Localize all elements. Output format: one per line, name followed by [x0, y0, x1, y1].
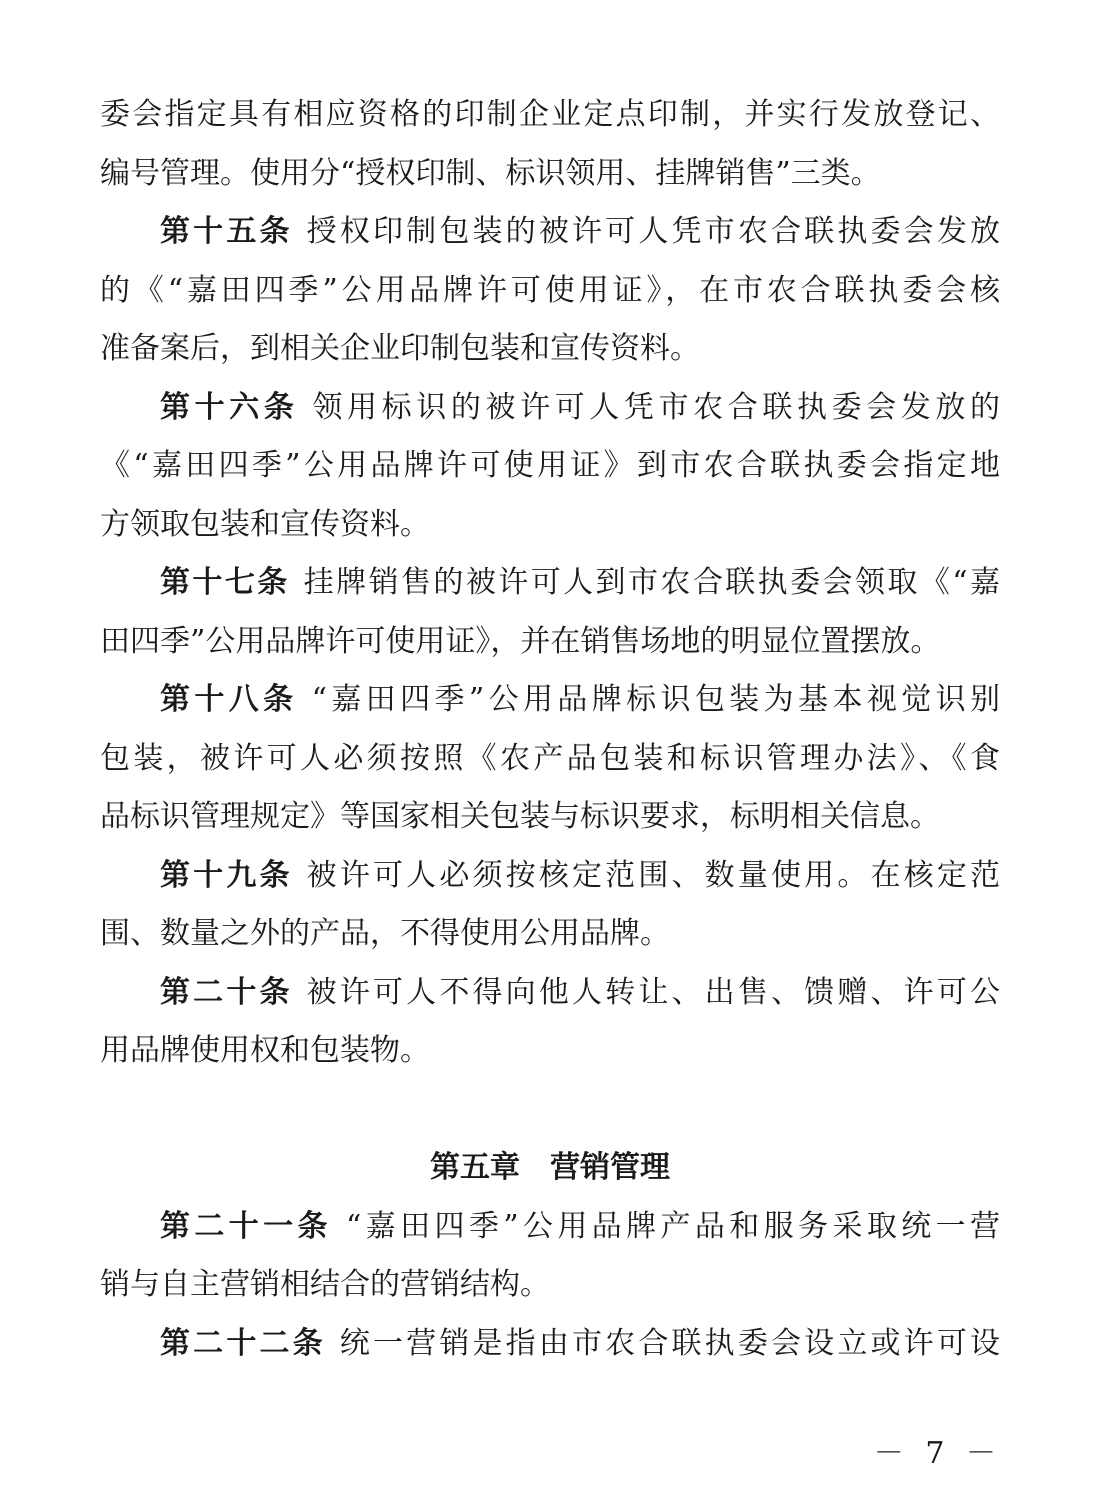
article-15 — [100, 203, 1000, 379]
article-number: 第十八条 — [160, 682, 298, 717]
article-text: “嘉田四季”公用品牌产品和服务采取统一营 — [345, 1208, 1000, 1244]
text-line: 准备案后，到相关企业印制包装和宣传资料。 — [100, 331, 700, 366]
text-line: 《“嘉田四季”公用品牌许可使用证》到市农合联执委会指定地 — [100, 448, 1000, 483]
text-line: 包装，被许可人必须按照《农产品包装和标识管理办法》、《食 — [100, 740, 1000, 776]
article-number: 第二十条 — [160, 974, 293, 1010]
paragraph-continuation — [100, 86, 1000, 203]
article-text: “嘉田四季”公用品牌标识包装为基本视觉识别 — [311, 682, 1000, 717]
article-17 — [100, 554, 1000, 671]
article-number: 第十五条 — [160, 214, 293, 249]
article-first-line — [100, 671, 1000, 730]
article-text: 授权印制包装的被许可人凭市农合联执委会发放 — [306, 214, 1000, 249]
article-first-line — [100, 554, 1000, 613]
section-spacer — [100, 1081, 1000, 1140]
article-first-line — [100, 964, 1000, 1023]
chapter-title: 营销管理 — [550, 1150, 670, 1185]
article-first-line — [100, 203, 1000, 262]
text-line: 田四季”公用品牌许可使用证》，并在销售场地的明显位置摆放。 — [100, 623, 941, 659]
text-line: 的《“嘉田四季”公用品牌许可使用证》，在市农合联执委会核 — [100, 272, 1000, 308]
article-21 — [100, 1198, 1000, 1315]
article-text: 挂牌销售的被许可人到市农合联执委会领取《“嘉 — [303, 565, 1000, 600]
article-number: 第十七条 — [160, 565, 290, 600]
chapter-number: 第五章 — [430, 1150, 520, 1185]
article-22 — [100, 1315, 1000, 1374]
article-text: 被许可人必须按核定范围、数量使用。在核定范 — [306, 857, 1000, 893]
text-line: 品标识管理规定》等国家相关包装与标识要求，标明相关信息。 — [100, 799, 940, 834]
article-19 — [100, 847, 1000, 964]
article-text: 统一营销是指由市农合联执委会设立或许可设 — [339, 1325, 1000, 1361]
text-line: 委会指定具有相应资格的印制企业定点印制，并实行发放登记、 — [100, 97, 1000, 132]
document-body — [100, 86, 1000, 1373]
article-18 — [100, 671, 1000, 847]
chapter-heading — [100, 1139, 1000, 1198]
text-line: 销与自主营销相结合的营销结构。 — [100, 1267, 550, 1302]
article-first-line — [100, 847, 1000, 906]
text-line: 用品牌使用权和包装物。 — [100, 1033, 430, 1068]
article-first-line — [100, 1198, 1000, 1257]
page-number: － 7 － — [873, 1436, 1002, 1471]
article-number: 第二十二条 — [160, 1325, 326, 1361]
article-first-line — [100, 1315, 1000, 1374]
text-line: 围、数量之外的产品，不得使用公用品牌。 — [100, 916, 670, 951]
article-number: 第十九条 — [160, 857, 293, 893]
article-text: 领用标识的被许可人凭市农合联执委会发放的 — [312, 389, 1000, 425]
article-number: 第二十一条 — [160, 1208, 332, 1244]
text-line: 编号管理。使用分“授权印制、标识领用、挂牌销售”三类。 — [100, 155, 881, 191]
article-16 — [100, 379, 1000, 555]
text-line: 方领取包装和宣传资料。 — [100, 506, 430, 542]
article-number: 第十六条 — [160, 389, 299, 425]
article-text: 被许可人不得向他人转让、出售、馈赠、许可公 — [306, 974, 1000, 1010]
article-20 — [100, 964, 1000, 1081]
article-first-line — [100, 379, 1000, 438]
